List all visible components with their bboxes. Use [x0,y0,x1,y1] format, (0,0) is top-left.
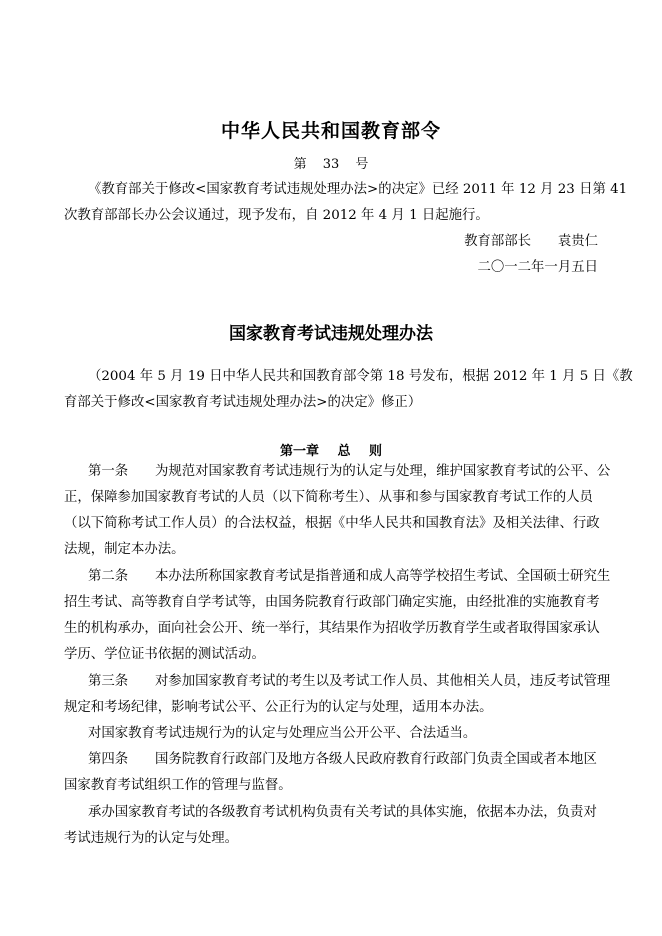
measures-title: 国家教育考试违规处理办法 [229,324,433,344]
decree-date: 二〇一二年一月五日 [477,260,598,275]
article-2-line-3: 生的机构承办，面向社会公开、统一举行，其结果作为招收学历教育学生或者取得国家承认 [64,621,600,636]
article-3-line-1: 第三条 对参加国家教育考试的考生以及考试工作人员、其他相关人员，违反考试管理 [88,674,611,689]
decree-signatory: 教育部部长 袁贵仁 [464,234,598,249]
article-2-line-1: 第二条 本办法所称国家教育考试是指普通和成人高等学校招生考试、全国硕士研究生 [88,569,611,584]
article-4-paragraph-2-line-1: 承办国家教育考试的各级教育考试机构负责有关考试的具体实施，依据本办法，负责对 [88,805,597,820]
decree-title: 中华人民共和国教育部令 [220,120,441,142]
article-3-line-2: 规定和考场纪律，影响考试公平、公正行为的认定与处理，适用本办法。 [64,700,493,715]
article-2-line-4: 学历、学位证书依据的测试活动。 [64,647,265,662]
decree-number: 第 33 号 [293,157,369,172]
article-2-line-2: 招生考试、高等教育自学考试等，由国务院教育行政部门确定实施，由经批准的实施教育考 [64,595,600,610]
article-4-line-1: 第四条 国务院教育行政部门及地方各级人民政府教育行政部门负责全国或者本地区 [88,752,597,767]
article-3-paragraph-2: 对国家教育考试违规行为的认定与处理应当公开公平、合法适当。 [88,726,477,741]
article-1-line-2: 正，保障参加国家教育考试的人员（以下简称考生）、从事和参与国家教育考试工作的人员 [64,490,593,505]
decree-body-line-2: 次教育部部长办公会议通过，现予发布，自 2012 年 4 月 1 日起施行。 [64,208,489,223]
decree-body-line-1: 《教育部关于修改<国家教育考试违规处理办法>的决定》已经 2011 年 12 月 23 日第 41 [88,182,628,197]
chapter-1-title: 第一章 总 则 [279,444,383,459]
article-1-line-4: 法规，制定本办法。 [64,542,185,557]
revision-note-line-2: 育部关于修改<国家教育考试违规处理办法>的决定》修正） [64,395,422,410]
article-1-line-3: （以下简称考试工作人员）的合法权益，根据《中华人民共和国教育法》及相关法律、行政 [64,516,600,531]
revision-note-line-1: （2004 年 5 月 19 日中华人民共和国教育部令第 18 号发布，根据 2012 年 1 月 5 日《教 [88,369,633,384]
article-4-paragraph-2-line-2: 考试违规行为的认定与处理。 [64,831,239,846]
article-1-line-1: 第一条 为规范对国家教育考试违规行为的认定与处理，维护国家教育考试的公平、公 [88,464,611,479]
article-4-line-2: 国家教育考试组织工作的管理与监督。 [64,778,292,793]
